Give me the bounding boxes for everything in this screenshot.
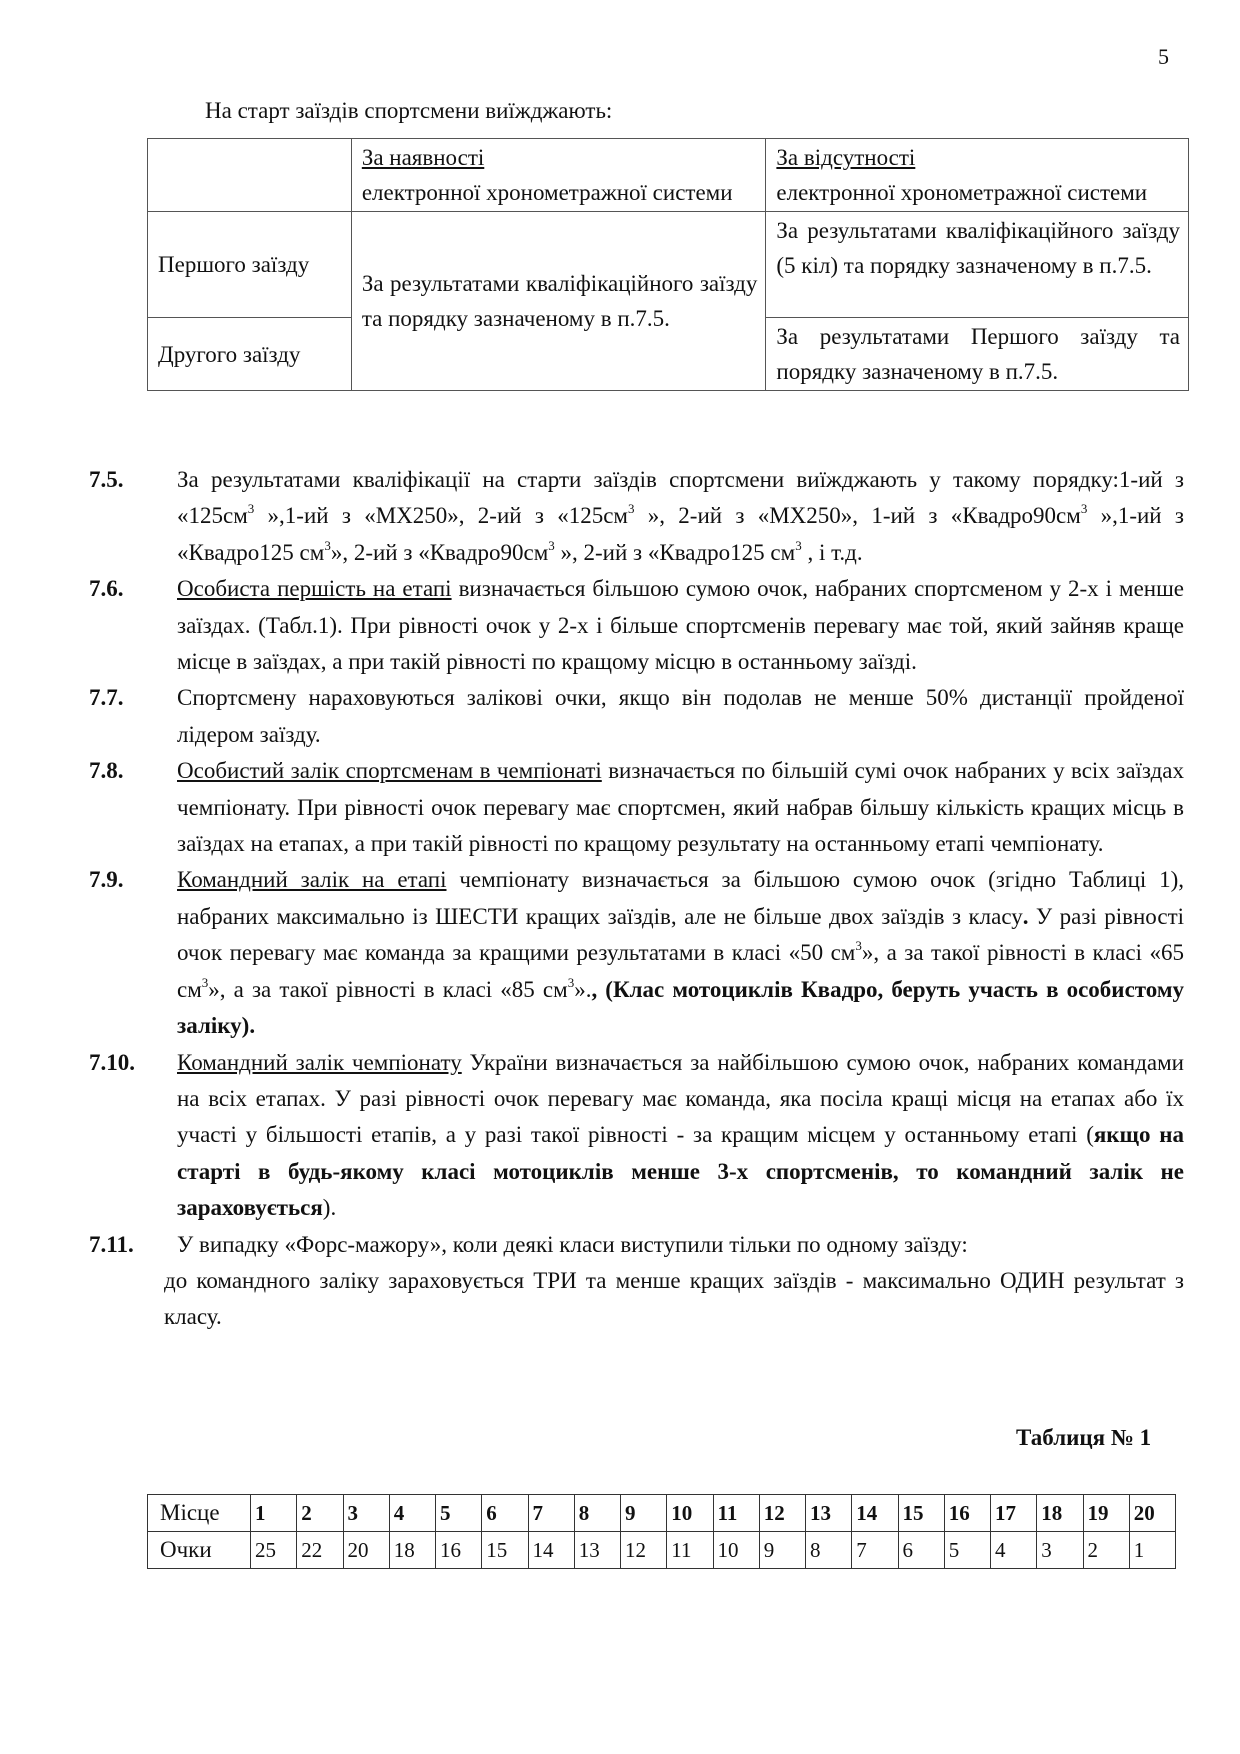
rule-text: »,1-ий з «MX250», 2-ий з «125см	[254, 503, 628, 529]
rule-number: 7.7.	[89, 685, 124, 711]
page-number: 5	[1158, 44, 1169, 69]
header-without-system	[766, 139, 1189, 212]
start-table-header-row	[148, 139, 1189, 212]
place-cell: 16	[944, 1495, 990, 1532]
place-cell: 2	[297, 1495, 343, 1532]
place-cell: 1	[251, 1495, 297, 1532]
place-cell: 18	[1037, 1495, 1083, 1532]
place-cell: 6	[482, 1495, 528, 1532]
place-cell: 11	[713, 1495, 759, 1532]
rule-text: визначається більшою сумою очок, набраних спортсменом у 2-х і менше заїздах. (Табл.1). При рівності очок у 2-х і більше спортсменів перевагу має той, який зайняв краще місце в заїздах, а при такій рівності по кращому місцю в останньому заїзді.	[177, 576, 1184, 675]
first-race-row	[148, 212, 1189, 318]
rule-text: , і т.д.	[801, 539, 863, 565]
rule-bold-text: якщо на старті в будь-якому класі мотоциклів менше 3-х спортсменів, то командний залік не зараховується	[177, 1122, 1184, 1221]
place-label: Місце	[148, 1495, 251, 1532]
superscript: 3	[628, 501, 635, 517]
intro-text: На старт заїздів спортсмени виїжджають:	[205, 98, 613, 123]
rule-underlined: Особиста першість на етапі	[177, 576, 452, 602]
superscript: 3	[247, 501, 255, 517]
rule-number: 7.6.	[89, 576, 124, 602]
second-race-label: Другого заїзду	[148, 318, 352, 391]
rule-7-11	[89, 1227, 1184, 1336]
rule-text: », а за такої рівності в класі «65 см	[177, 940, 1184, 1002]
rule-underlined: Особистий залік спортсменам в чемпіонаті	[177, 758, 602, 784]
rule-text: », 2-ий з «MX250», 1-ий з «Квадро90см	[634, 503, 1081, 529]
places-row	[148, 1495, 1176, 1532]
rule-text: За результатами кваліфікації на старти заїздів спортсмени виїжджають у такому порядку:1-ий з «125см	[177, 467, 1184, 529]
header-without-system-underlined: За відсутності	[776, 145, 916, 170]
points-cell: 5	[944, 1532, 990, 1569]
first-race-label: Першого заїзду	[148, 212, 352, 318]
points-cell: 16	[436, 1532, 482, 1569]
place-cell: 20	[1129, 1495, 1175, 1532]
place-cell: 8	[574, 1495, 620, 1532]
rule-text: України визначається за найбільшою сумою очок, набраних командами на всіх етапах. У разі рівності очок перевагу має команда, яка посіла кращі місця на етапах або їх участі у більшості етапів, а у разі такої рівності - за кращим місцем у останньому етапі (	[177, 1049, 1184, 1148]
rule-text: », а за такої рівності в класі «85 см	[208, 976, 568, 1002]
rule-text: .	[1022, 903, 1029, 929]
points-cell: 15	[482, 1532, 528, 1569]
table-title: Таблиця № 1	[1016, 1425, 1152, 1450]
points-cell: 12	[621, 1532, 667, 1569]
superscript: 3	[201, 974, 209, 990]
superscript: 3	[567, 974, 575, 990]
points-cell: 13	[574, 1532, 620, 1569]
place-cell: 7	[528, 1495, 574, 1532]
header-with-system-underlined: За наявності	[361, 145, 485, 170]
rule-text: визначається по більшій сумі очок набраних у всіх заїздах чемпіонату. При рівності очок перевагу має спортсмен, який набрав більшу кількість кращих місць в заїздах на етапах, а при такій рівності по кращому результату на останньому етапі чемпіонату.	[177, 758, 1184, 857]
place-cell: 14	[852, 1495, 898, 1532]
rule-7-8	[89, 753, 1184, 862]
rule-7-11-continuation: до командного заліку зараховується ТРИ та менше кращих заїздів - максимально ОДИН результат з класу.	[164, 1267, 1184, 1330]
points-cell: 14	[528, 1532, 574, 1569]
rule-number: 7.11.	[89, 1231, 134, 1257]
points-label: Очки	[148, 1532, 251, 1569]
points-cell: 22	[297, 1532, 343, 1569]
rule-number: 7.9.	[89, 867, 124, 893]
points-cell: 4	[991, 1532, 1037, 1569]
rules-list	[89, 462, 1185, 1336]
rule-underlined: Командний залік чемпіонату	[177, 1049, 462, 1075]
points-cell: 2	[1083, 1532, 1129, 1569]
rule-number: 7.10.	[89, 1049, 135, 1075]
superscript: 3	[855, 938, 862, 954]
rule-underlined: Командний залік на етапі	[177, 867, 447, 893]
points-cell: 25	[251, 1532, 297, 1569]
rule-7-6	[89, 571, 1184, 680]
place-cell: 10	[667, 1495, 713, 1532]
rule-text: чемпіонату визначається за більшою сумою очок (згідно Таблиці 1), набраних максимально із ШЕСТИ кращих заїздів, але не більше двох заїздів з класу	[177, 867, 1185, 929]
with-system-rule: За результатами кваліфікаційного заїзду та порядку зазначеному в п.7.5.	[351, 212, 766, 391]
start-order-table	[147, 138, 1189, 391]
rule-7-9	[89, 862, 1185, 1044]
rule-7-7	[89, 680, 1184, 753]
header-with-system-rest: електронної хронометражної системи	[361, 180, 733, 205]
points-cell: 10	[713, 1532, 759, 1569]
points-cell: 20	[343, 1532, 389, 1569]
place-cell: 3	[343, 1495, 389, 1532]
superscript: 3	[1080, 501, 1088, 517]
rule-7-5	[89, 462, 1184, 571]
header-with-system	[351, 139, 766, 212]
rule-text: У випадку «Форс-мажору», коли деякі класи виступили тільки по одному заїзду:	[177, 1231, 968, 1257]
place-cell: 5	[436, 1495, 482, 1532]
points-cell: 3	[1037, 1532, 1083, 1569]
rule-number: 7.8.	[89, 758, 124, 784]
rule-7-10	[89, 1045, 1184, 1227]
place-cell: 15	[898, 1495, 944, 1532]
superscript: 3	[548, 537, 555, 553]
rule-text: У разі рівності очок перевагу має команда за кращими результатами в класі «50 см	[177, 903, 1185, 966]
superscript: 3	[324, 537, 331, 553]
points-table	[147, 1494, 1176, 1569]
place-cell: 9	[621, 1495, 667, 1532]
rule-text: ».	[574, 976, 592, 1002]
rule-number: 7.5.	[89, 467, 124, 492]
rule-text: », 2-ий з «Квадро125 см	[554, 539, 796, 565]
place-cell: 19	[1083, 1495, 1129, 1532]
rule-bold-text: , (Клас мотоциклів Квадро, беруть участь в особистому заліку).	[177, 976, 1184, 1039]
points-cell: 7	[852, 1532, 898, 1569]
place-cell: 13	[806, 1495, 852, 1532]
points-cell: 1	[1129, 1532, 1175, 1569]
header-without-system-rest: електронної хронометражної системи	[776, 180, 1148, 205]
place-cell: 17	[991, 1495, 1037, 1532]
points-cell: 18	[389, 1532, 435, 1569]
points-cell: 8	[806, 1532, 852, 1569]
points-cell: 9	[759, 1532, 805, 1569]
rule-text: »,1-ий з «Квадро125 см	[177, 503, 1184, 565]
rule-text: », 2-ий з «Квадро90см	[330, 539, 549, 565]
first-race-without-system: За результатами кваліфікаційного заїзду (5 кіл) та порядку зазначеному в п.7.5.	[766, 212, 1189, 318]
second-race-without-system: За результатами Першого заїзду та порядку зазначеному в п.7.5.	[766, 318, 1189, 391]
place-cell: 4	[389, 1495, 435, 1532]
place-cell: 12	[759, 1495, 805, 1532]
superscript: 3	[795, 537, 802, 553]
header-empty-cell	[148, 139, 352, 212]
points-cell: 6	[898, 1532, 944, 1569]
rule-text: ).	[322, 1195, 337, 1221]
rule-text: Спортсмену нараховуються залікові очки, якщо він подолав не менше 50% дистанції пройденої лідером заїзду.	[177, 685, 1184, 747]
points-cell: 11	[667, 1532, 713, 1569]
points-row	[148, 1532, 1176, 1569]
